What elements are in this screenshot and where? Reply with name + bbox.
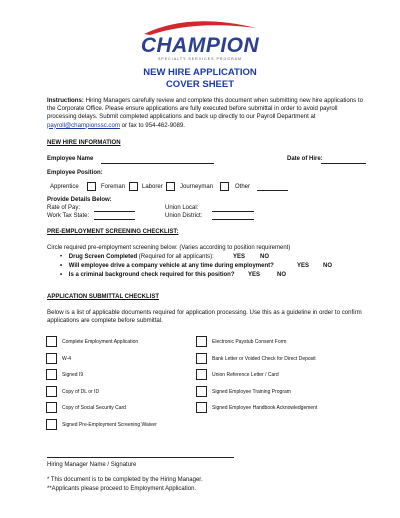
- position-journeyman-checkbox[interactable]: [220, 182, 229, 191]
- provide-details-label: Provide Details Below:: [47, 197, 112, 203]
- position-laborer-checkbox[interactable]: [166, 182, 175, 191]
- employee-name-field[interactable]: [101, 163, 214, 164]
- new-hire-heading: NEW HIRE INFORMATION: [47, 140, 121, 146]
- bullet-icon: •: [60, 272, 69, 278]
- footnote-applicants: **Applicants please proceed to Employment Application.: [47, 486, 197, 492]
- checklist-w4-checkbox[interactable]: [46, 353, 57, 364]
- checklist-union-letter-label: Union Reference Letter / Card: [212, 372, 279, 378]
- instructions-text-end: or fax to 954-462-9089.: [119, 121, 185, 129]
- instructions: [47, 97, 365, 130]
- page-title: NEW HIRE APPLICATION: [143, 67, 257, 78]
- checklist-i9-label: Signed I9: [62, 372, 84, 378]
- position-journeyman-label: Journeyman: [180, 184, 214, 190]
- checklist-screening-waiver-checkbox[interactable]: [46, 419, 57, 430]
- instructions-text: Hiring Managers carefully review and complete this document when submitting new hire applications to the Corporate Office. Please ensure applications are fully executed before submittal in order to avoid payroll processing delays. Submit completed applications and back up directly to our Payroll Department at: [47, 97, 364, 121]
- checklist-screening-waiver-label: Signed Pre-Employment Screening Waiver: [62, 422, 157, 428]
- background-item: [60, 272, 234, 278]
- drug-screen-label: Drug Screen Completed: [68, 254, 138, 260]
- checklist-ss-card-label: Copy of Social Security Card: [62, 405, 126, 411]
- checklist-training-program-label: Signed Employee Training Program: [212, 389, 291, 395]
- rate-of-pay-label: Rate of Pay:: [47, 205, 81, 211]
- drug-screen-no[interactable]: NO: [260, 254, 269, 260]
- date-of-hire-field[interactable]: [321, 163, 366, 164]
- position-other-field[interactable]: [257, 190, 288, 191]
- logo-name: CHAMPION: [140, 34, 260, 57]
- employee-position-label: Employee Position:: [47, 170, 103, 176]
- position-foreman-label: Foreman: [101, 184, 126, 190]
- screening-intro: Circle required pre-employment screening below: (Varies according to position requirement): [47, 245, 291, 251]
- checklist-dl-id-label: Copy of DL or ID: [62, 389, 100, 395]
- position-apprentice-checkbox[interactable]: [87, 182, 96, 191]
- checklist-employment-application-label: Complete Employment Application: [62, 339, 139, 345]
- vehicle-yes[interactable]: YES: [297, 263, 310, 269]
- submittal-heading: APPLICATION SUBMITTAL CHECKLIST: [47, 294, 159, 300]
- checklist-paystub-consent-label: Electronic Paystub Consent Form: [212, 339, 287, 345]
- vehicle-no[interactable]: NO: [323, 263, 332, 269]
- page-subtitle: COVER SHEET: [165, 79, 235, 90]
- checklist-paystub-consent-checkbox[interactable]: [196, 336, 207, 347]
- checklist-union-letter-checkbox[interactable]: [196, 369, 207, 380]
- work-tax-state-field[interactable]: [94, 219, 135, 220]
- checklist-w4-label: W-4: [62, 356, 72, 362]
- logo-tagline: SPECIALTY SERVICES PROGRAM: [157, 57, 243, 61]
- union-district-field[interactable]: [212, 219, 254, 220]
- checklist-handbook-label: Signed Employee Handbook Acknowledgement: [212, 405, 318, 411]
- checklist-dl-id-checkbox[interactable]: [46, 386, 57, 397]
- union-local-field[interactable]: [212, 211, 254, 212]
- background-question: Is a criminal background check required for this position?: [68, 272, 235, 278]
- bullet-icon: •: [60, 254, 69, 260]
- payroll-email-link[interactable]: payroll@championssc.com: [47, 121, 120, 129]
- position-foreman-checkbox[interactable]: [129, 182, 138, 191]
- signature-line[interactable]: [47, 457, 234, 458]
- drug-screen-yes[interactable]: YES: [233, 254, 246, 260]
- union-district-label: Union District:: [165, 213, 203, 219]
- union-local-label: Union Local:: [165, 205, 199, 211]
- submittal-intro: Below is a list of applicable documents required for application processing. Use this as a guideline in order to confirm applications are complete before submittal.: [47, 309, 362, 325]
- background-no[interactable]: NO: [277, 272, 286, 278]
- bullet-icon: •: [60, 263, 69, 269]
- vehicle-item: [60, 263, 274, 269]
- checklist-training-program-checkbox[interactable]: [196, 386, 207, 397]
- checklist-ss-card-checkbox[interactable]: [46, 402, 57, 413]
- date-of-hire-label: Date of Hire:: [287, 156, 323, 162]
- signature-label: Hiring Manager Name / Signature: [47, 462, 137, 468]
- vehicle-question: Will employee drive a company vehicle at any time during employment?: [68, 263, 274, 269]
- footnote-hiring-manager: * This document is to be completed by the Hiring Manager.: [47, 477, 203, 483]
- checklist-employment-application-checkbox[interactable]: [46, 336, 57, 347]
- rate-of-pay-field[interactable]: [94, 211, 135, 212]
- position-other-label: Other: [235, 184, 251, 190]
- position-apprentice-label: Apprentice: [50, 184, 79, 190]
- checklist-i9-checkbox[interactable]: [46, 369, 57, 380]
- position-laborer-label: Laborer: [142, 184, 163, 190]
- screening-heading: PRE-EMPLOYMENT SCREENING CHECKLIST:: [47, 229, 179, 235]
- work-tax-state-label: Work Tax State:: [47, 213, 90, 219]
- drug-screen-note: (Required for all applicants):: [137, 254, 214, 260]
- checklist-direct-deposit-label: Bank Letter or Voided Check for Direct Deposit: [212, 356, 316, 362]
- drug-screen-item: [60, 254, 214, 260]
- checklist-direct-deposit-checkbox[interactable]: [196, 353, 207, 364]
- checklist-handbook-checkbox[interactable]: [196, 402, 207, 413]
- employee-name-label: Employee Name: [47, 156, 94, 162]
- instructions-label: Instructions:: [47, 97, 84, 104]
- background-yes[interactable]: YES: [248, 272, 261, 278]
